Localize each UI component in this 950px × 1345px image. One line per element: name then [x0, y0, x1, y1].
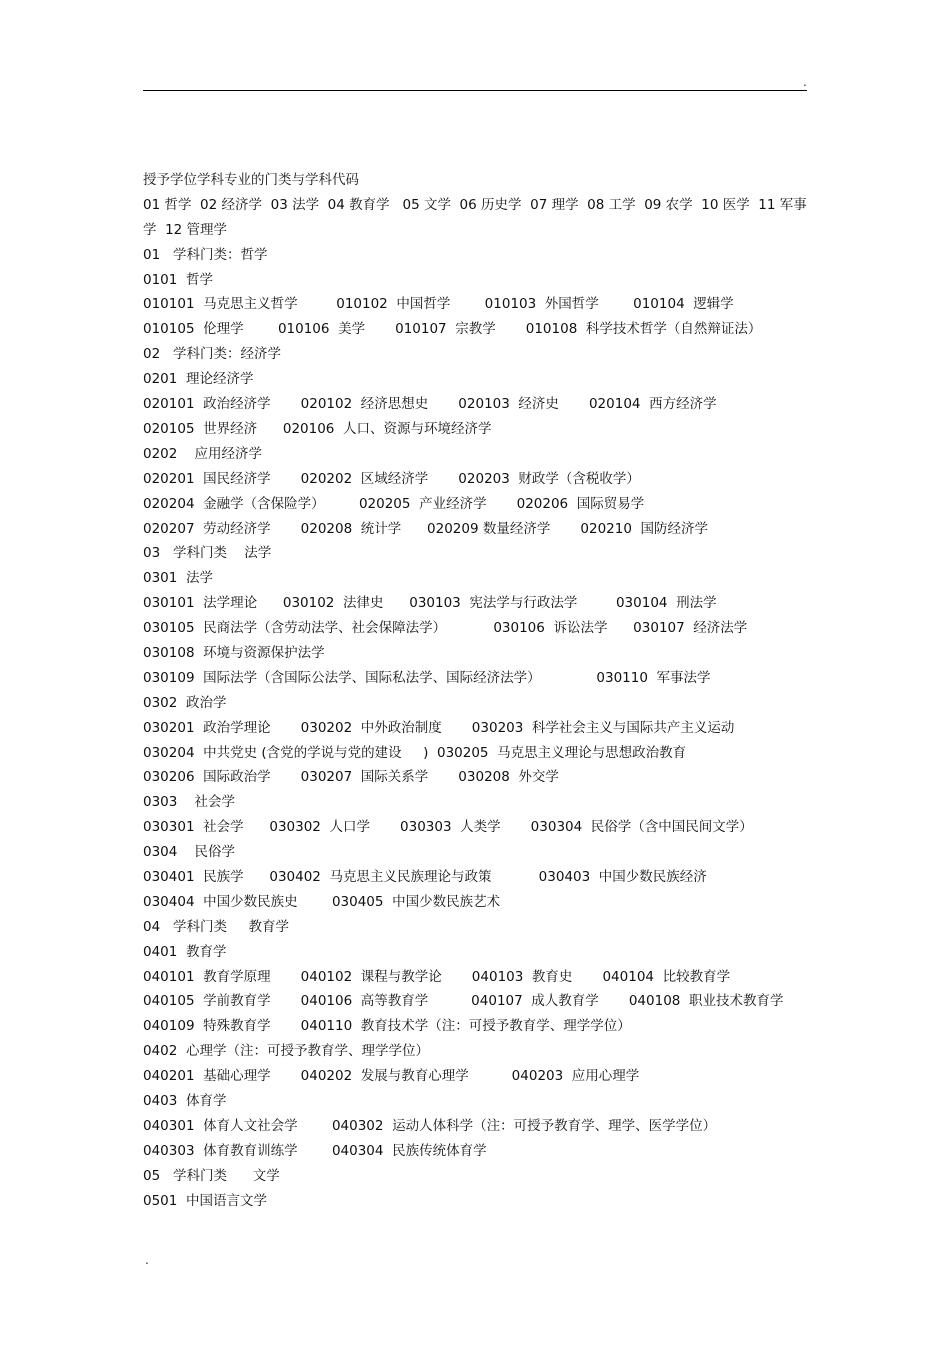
discipline-heading: 0403 体育学 [143, 1093, 227, 1110]
discipline-heading: 0101 哲学 [143, 271, 213, 288]
discipline-heading: 0301 法学 [143, 570, 213, 587]
specialty-line: 040303 体育教育训练学 040304 民族传统体育学 [143, 1142, 487, 1159]
category-heading: 02 学科门类：经济学 [143, 346, 282, 363]
specialty-line: 030108 环境与资源保护法学 [143, 644, 325, 661]
discipline-heading: 0402 心理学（注：可授予教育学、理学学位） [143, 1043, 429, 1060]
specialty-line: 030401 民族学 030402 马克思主义民族理论与政策 030403 中国少数民族经济 [143, 868, 707, 885]
specialty-line: 020204 金融学（含保险学） 020205 产业经济学 020206 国际贸易学 [143, 495, 645, 512]
discipline-heading: 0303 社会学 [143, 794, 236, 811]
category-heading: 05 学科门类 文学 [143, 1167, 280, 1184]
specialty-line: 040301 体育人文社会学 040302 运动人体科学（注：可授予教育学、理学、医学学位） [143, 1117, 717, 1134]
specialty-line: 040105 学前教育学 040106 高等教育学 040107 成人教育学 040108 职业技术教育学 040109 特殊教育学 040110 教育技术学（注：可授予教育学、理学学位） [143, 993, 801, 1035]
specialty-line: 030109 国际法学（含国际公法学、国际私法学、国际经济法学） 030110 军事法学 [143, 669, 711, 686]
category-heading: 03 学科门类 法学 [143, 545, 272, 562]
specialty-line: 030201 政治学理论 030202 中外政治制度 030203 科学社会主义与国际共产主义运动 [143, 719, 735, 736]
specialty-line: 020105 世界经济 020106 人口、资源与环境经济学 [143, 420, 492, 437]
specialty-line: 040201 基础心理学 040202 发展与教育心理学 040203 应用心理学 [143, 1068, 640, 1085]
discipline-heading: 0202 应用经济学 [143, 445, 263, 462]
specialty-line: 020101 政治经济学 020102 经济思想史 020103 经济史 020104 西方经济学 [143, 396, 717, 413]
specialty-line: 010101 马克思主义哲学 010102 中国哲学 010103 外国哲学 010104 逻辑学 [143, 296, 734, 313]
specialty-line: 020201 国民经济学 020202 区域经济学 020203 财政学（含税收学） [143, 470, 640, 487]
document-title: 授予学位学科专业的门类与学科代码 [143, 172, 359, 188]
specialty-line: 030301 社会学 030302 人口学 030303 人类学 030304 民俗学（含中国民间文学） [143, 819, 753, 836]
specialty-line: 020207 劳动经济学 020208 统计学 020209 数量经济学 020210 国防经济学 [143, 520, 709, 537]
page-bottom-dot: . [145, 1253, 149, 1267]
document-body [143, 168, 811, 1213]
discipline-heading: 0401 教育学 [143, 943, 227, 960]
specialty-line: 030204 中共党史 (含党的学说与党的建设 ) 030205 马克思主义理论与思想政治教育 [143, 744, 687, 761]
header-rule [143, 90, 807, 91]
discipline-heading: 0501 中国语言文学 [143, 1192, 267, 1209]
category-heading: 04 学科门类 教育学 [143, 918, 290, 935]
specialty-line: 030404 中国少数民族史 030405 中国少数民族艺术 [143, 893, 501, 910]
page-top-dot: . [803, 75, 807, 89]
category-heading: 01 学科门类：哲学 [143, 246, 268, 263]
specialty-line: 030206 国际政治学 030207 国际关系学 030208 外交学 [143, 769, 559, 786]
specialty-line: 030105 民商法学（含劳动法学、社会保障法学） 030106 诉讼法学 030107 经济法学 [143, 620, 748, 637]
category-overview: 01 哲学 02 经济学 03 法学 04 教育学 05 文学 06 历史学 07 理学 08 工学 09 农学 10 医学 11 军事学 12 管理学 [143, 196, 807, 238]
discipline-heading: 0201 理论经济学 [143, 371, 254, 388]
discipline-heading: 0302 政治学 [143, 694, 227, 711]
discipline-heading: 0304 民俗学 [143, 844, 236, 861]
specialty-line: 040101 教育学原理 040102 课程与教学论 040103 教育史 040104 比较教育学 [143, 968, 731, 985]
specialty-line: 030101 法学理论 030102 法律史 030103 宪法学与行政法学 030104 刑法学 [143, 595, 717, 612]
specialty-line: 010105 伦理学 010106 美学 010107 宗教学 010108 科学技术哲学（自然辩证法） [143, 321, 762, 338]
